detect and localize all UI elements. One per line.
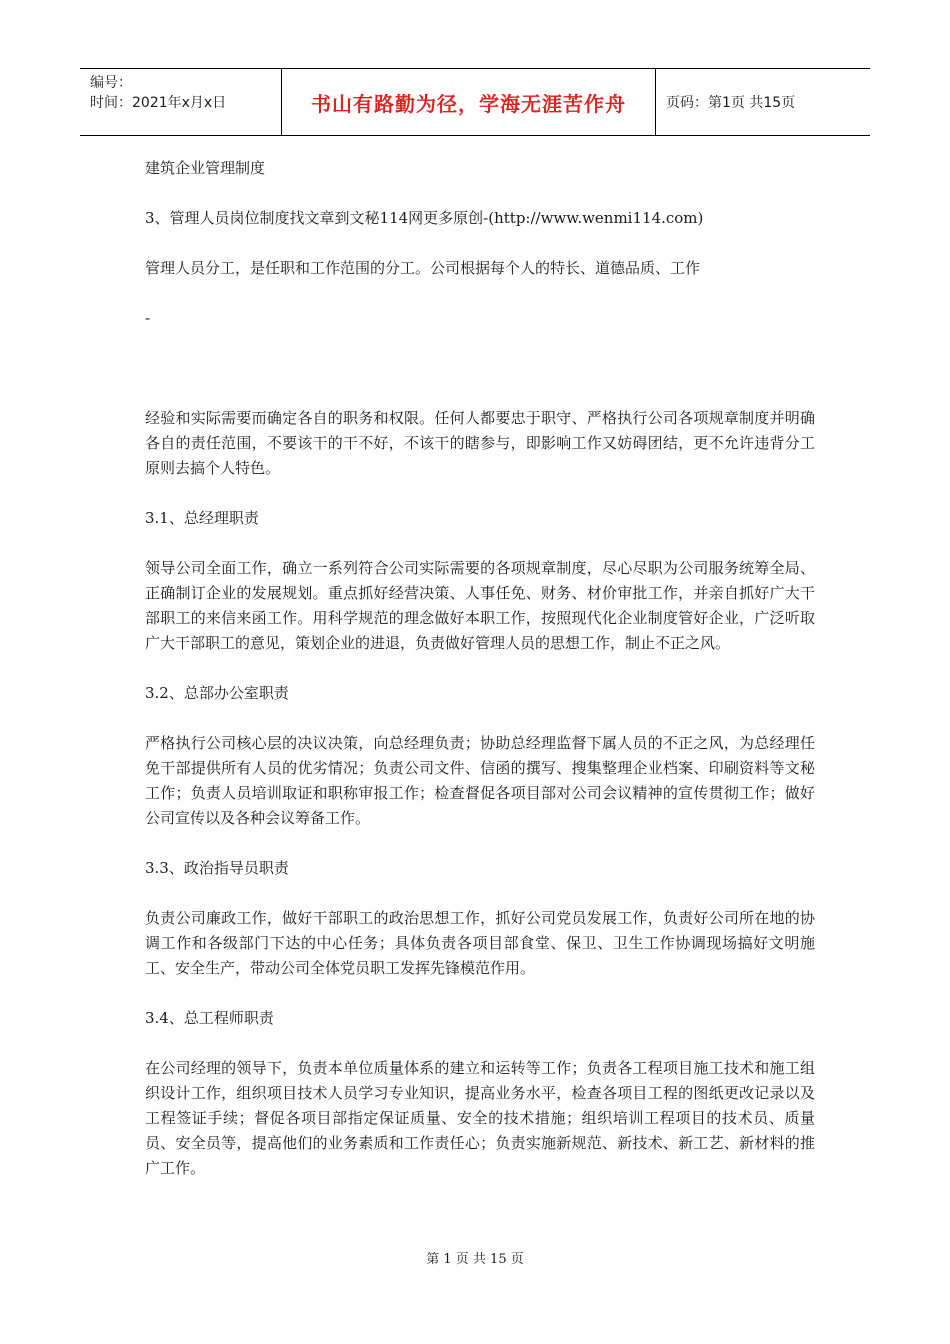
section-3-4-text: 在公司经理的领导下，负责本单位质量体系的建立和运转等工作；负责各工程项目施工技术和施工组织设计工作，组织项目技术人员学习专业知识，提高业务水平，检查各项目工程的图纸更改记录以及工程签证手续；督促各项目部指定保证质量、安全的技术措施；组织培训工程项目的技术员、质量员、安全员等，提高他们的业务素质和工作责任心；负责实施新规范、新技术、新工艺、新材料的推广工作。 bbox=[145, 1059, 815, 1177]
section-title: 3、管理人员岗位制度找文章到文秘114网更多原创-(http://www.wenmi114.com) bbox=[145, 209, 704, 227]
document-body bbox=[145, 156, 815, 1181]
header-page-info: 页码：第1页 共15页 bbox=[666, 95, 796, 111]
section-3-2-text: 严格执行公司核心层的决议决策，向总经理负责；协助总经理监督下属人员的不正之风，为总经理任免干部提供所有人员的优劣情况；负责公司文件、信函的撰写、搜集整理企业档案、印刷资料等文秘工作；负责人员培训取证和职称审报工作；检查督促各项目部对公司会议精神的宣传贯彻工作；做好公司宣传以及各种会议筹备工作。 bbox=[145, 734, 815, 827]
intro-continued: 经验和实际需要而确定各自的职务和权限。任何人都要忠于职守、严格执行公司各项规章制度并明确各自的责任范围，不要该干的干不好，不该干的瞎参与，即影响工作又妨碍团结，更不允许违背分工原则去搞个人特色。 bbox=[145, 409, 815, 477]
section-3-1-text: 领导公司全面工作，确立一系列符合公司实际需要的各项规章制度，尽心尽职为公司服务统筹全局、正确制订企业的发展规划。重点抓好经营决策、人事任免、财务、材价审批工作，并亲自抓好广大干部职工的来信来函工作。用科学规范的理念做好本职工作，按照现代化企业制度管好企业，广泛听取广大干部职工的意见，策划企业的进退，负责做好管理人员的思想工作，制止不正之风。 bbox=[145, 559, 815, 652]
page-header bbox=[80, 68, 870, 136]
dash-marker: - bbox=[145, 309, 151, 327]
section-3-3-title: 3.3、政治指导员职责 bbox=[145, 859, 289, 877]
section-3-4-title: 3.4、总工程师职责 bbox=[145, 1009, 274, 1027]
page-footer: 第 1 页 共 15 页 bbox=[426, 1252, 524, 1267]
section-3-1-title: 3.1、总经理职责 bbox=[145, 509, 259, 527]
time-label: 时间：2021年x月x日 bbox=[90, 95, 227, 111]
number-label: 编号： bbox=[90, 75, 132, 91]
section-3-3-text: 负责公司廉政工作，做好干部职工的政治思想工作，抓好公司党员发展工作，负责好公司所在地的协调工作和各级部门下达的中心任务；具体负责各项目部食堂、保卫、卫生工作协调现场搞好文明施工、安全生产，带动公司全体党员职工发挥先锋模范作用。 bbox=[145, 909, 815, 977]
header-meta bbox=[80, 69, 282, 135]
section-3-2-title: 3.2、总部办公室职责 bbox=[145, 684, 289, 702]
doc-title: 建筑企业管理制度 bbox=[145, 159, 266, 177]
header-motto: 书山有路勤为径，学海无涯苦作舟 bbox=[282, 69, 656, 135]
intro-paragraph: 管理人员分工，是任职和工作范围的分工。公司根据每个人的特长、道德品质、工作 bbox=[145, 259, 701, 277]
